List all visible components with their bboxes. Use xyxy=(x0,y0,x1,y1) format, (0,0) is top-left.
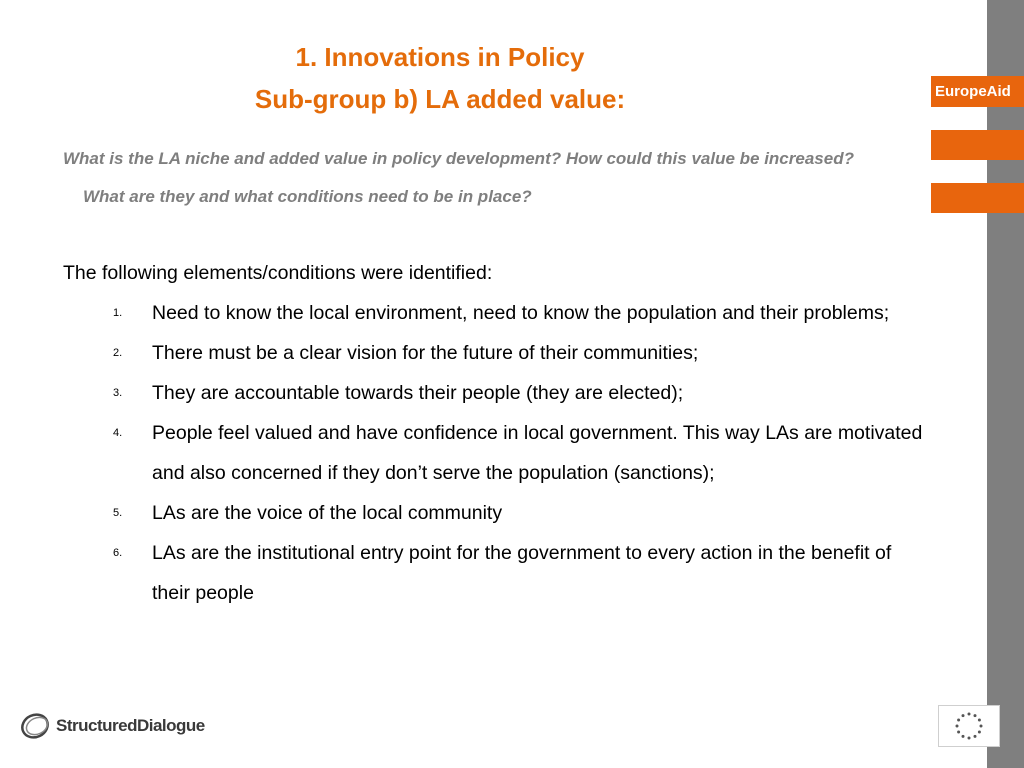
item-text: They are accountable towards their people (they are elected); xyxy=(152,382,684,404)
intro-text: The following elements/conditions were identified: xyxy=(63,262,493,284)
conditions-list xyxy=(110,293,930,613)
logo-wordmark: StructuredDialogue xyxy=(56,716,205,735)
item-text: People feel valued and have confidence in local government. This way LAs are motivated and also concerned if they don’t serve the population (sanctions); xyxy=(152,422,923,484)
eu-stars-icon xyxy=(939,706,999,746)
item-number: 5. xyxy=(113,507,123,519)
right-sidebar-bar xyxy=(987,0,1024,768)
list-item xyxy=(110,293,930,333)
list-item xyxy=(110,373,930,413)
item-number: 6. xyxy=(113,547,123,559)
title-line-2: Sub-group b) LA added value: xyxy=(254,84,626,114)
accent-block-1 xyxy=(931,130,1024,160)
item-number: 3. xyxy=(113,387,123,399)
speech-bubble-icon xyxy=(20,710,52,742)
item-number: 4. xyxy=(113,427,123,439)
structured-dialogue-logo xyxy=(20,710,205,742)
item-text: There must be a clear vision for the future of their communities; xyxy=(152,342,699,364)
list-item xyxy=(110,413,930,493)
item-text: Need to know the local environment, need to know the population and their problems; xyxy=(152,302,890,324)
eu-flag-logo xyxy=(938,705,1000,747)
list-item xyxy=(110,333,930,373)
guiding-question: What is the LA niche and added value in policy development? How could this value be increased? What are they and what conditions need to be in place? xyxy=(63,149,854,206)
item-number: 1. xyxy=(113,307,123,319)
accent-block-2 xyxy=(931,183,1024,213)
list-item xyxy=(110,533,930,613)
slide-title xyxy=(150,36,730,120)
title-line-1: 1. Innovations in Policy xyxy=(295,42,585,72)
item-text: LAs are the institutional entry point for the government to every action in the benefit of their people xyxy=(152,542,892,604)
item-text: LAs are the voice of the local community xyxy=(152,502,503,524)
list-item xyxy=(110,493,930,533)
europeaid-tab: EuropeAid xyxy=(931,76,1024,107)
item-number: 2. xyxy=(113,347,123,359)
